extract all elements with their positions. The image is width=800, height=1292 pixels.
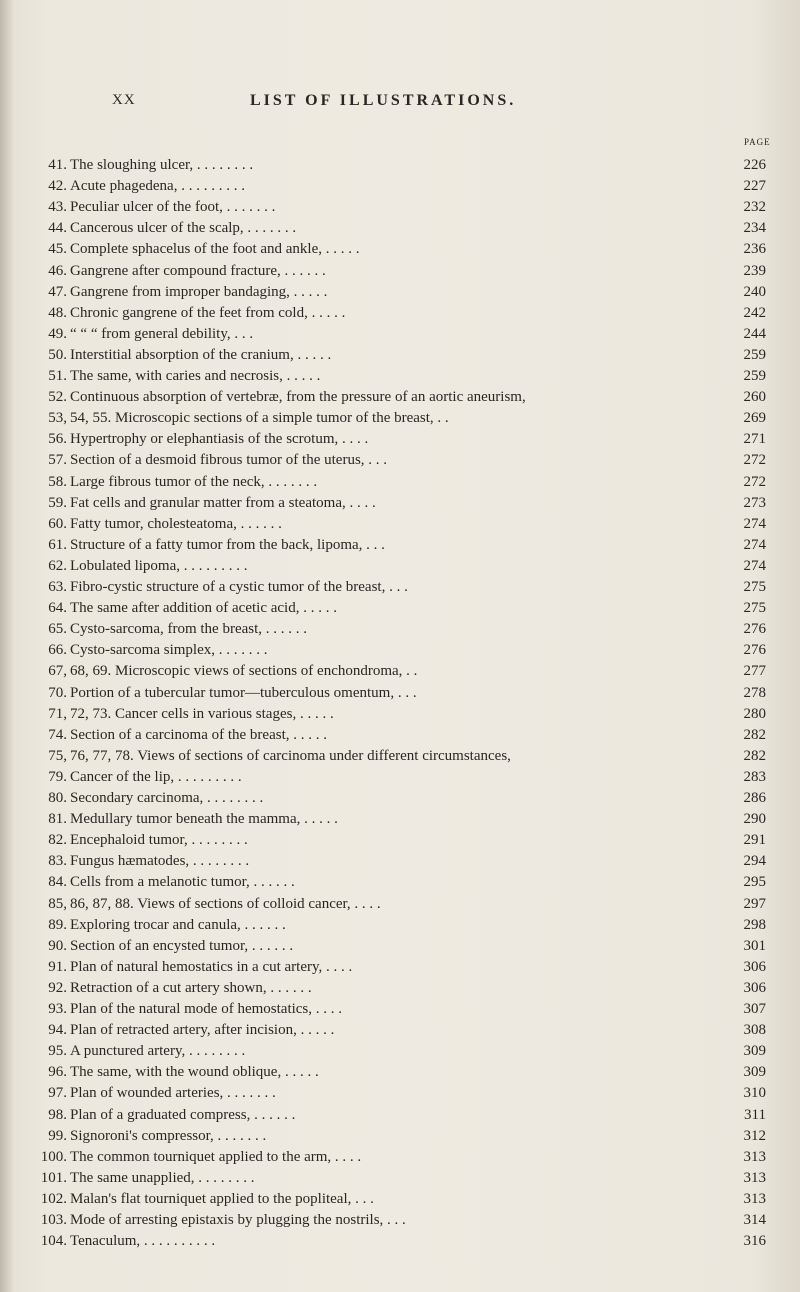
entry-number: 58.	[48, 473, 67, 490]
list-item	[0, 451, 800, 469]
entry-number: 45.	[48, 241, 67, 258]
list-item	[0, 430, 800, 448]
entry-caption: Tenaculum, . . . . . . . . . .	[70, 1233, 216, 1250]
entry-page-number: 271	[743, 431, 766, 448]
entry-number: 65.	[48, 621, 67, 638]
entry-caption: 76, 77, 78. Views of sections of carcinoma under different circumstances,	[70, 747, 511, 764]
list-item	[0, 1169, 800, 1187]
entry-caption: Acute phagedena, . . . . . . . . .	[70, 178, 245, 195]
entry-caption: Cells from a melanotic tumor, . . . . . .	[70, 874, 295, 891]
list-item	[0, 979, 800, 997]
entry-number: 92.	[48, 979, 67, 996]
entry-number: 94.	[48, 1022, 67, 1039]
entry-number: 82.	[48, 832, 67, 849]
list-item	[0, 705, 800, 723]
entry-caption: 72, 73. Cancer cells in various stages, . . . . .	[70, 705, 334, 722]
entry-page-number: 280	[743, 705, 766, 722]
entry-page-number: 275	[743, 600, 766, 617]
page-title: LIST OF ILLUSTRATIONS.	[250, 92, 517, 109]
entry-number: 53,	[48, 410, 67, 427]
list-item	[0, 515, 800, 533]
entry-number: 57.	[48, 452, 67, 469]
entry-page-number: 312	[743, 1127, 766, 1144]
entry-number: 79.	[48, 768, 67, 785]
list-item	[0, 156, 800, 174]
list-item	[0, 1211, 800, 1229]
list-item	[0, 1084, 800, 1102]
list-item	[0, 578, 800, 596]
entry-page-number: 234	[743, 220, 766, 237]
entry-caption: Plan of retracted artery, after incision, . . . . .	[70, 1022, 335, 1039]
entry-page-number: 227	[743, 178, 766, 195]
entry-caption: Medullary tumor beneath the mamma, . . . . .	[70, 811, 338, 828]
list-item	[0, 852, 800, 870]
entry-caption: The same, with caries and necrosis, . . . . .	[70, 368, 321, 384]
entry-caption: Exploring trocar and canula, . . . . . .	[70, 916, 286, 933]
entry-caption: Fatty tumor, cholesteatoma, . . . . . .	[70, 515, 282, 532]
entry-number: 74.	[48, 726, 67, 743]
entry-number: 63.	[48, 579, 67, 595]
entry-page-number: 274	[743, 557, 766, 574]
entry-page-number: 313	[743, 1190, 766, 1207]
entry-number: 51.	[48, 368, 67, 384]
entry-number: 42.	[48, 178, 67, 195]
list-item	[0, 367, 800, 385]
entry-page-number: 276	[743, 642, 766, 659]
entry-page-number: 239	[743, 262, 766, 279]
entry-number: 98.	[48, 1106, 67, 1123]
entry-page-number: 278	[743, 684, 766, 701]
entry-number: 101.	[40, 1169, 67, 1186]
entry-caption: Mode of arresting epistaxis by plugging the nostrils, . . .	[70, 1212, 406, 1228]
entry-page-number: 236	[743, 241, 766, 258]
entry-page-number: 277	[743, 663, 766, 680]
list-item	[0, 1000, 800, 1018]
list-item	[0, 747, 800, 765]
entry-caption: Continuous absorption of vertebræ, from the pressure of an aortic aneurism,	[70, 389, 526, 406]
entry-caption: The same after addition of acetic acid, . . . . .	[70, 600, 337, 617]
entry-page-number: 273	[743, 494, 766, 511]
list-item	[0, 726, 800, 744]
list-item	[0, 831, 800, 849]
list-item	[0, 1106, 800, 1124]
entry-caption: Plan of wounded arteries, . . . . . . .	[70, 1085, 276, 1102]
entry-caption: Cancer of the lip, . . . . . . . . .	[70, 768, 242, 785]
entry-number: 84.	[48, 874, 67, 891]
entry-page-number: 259	[743, 368, 766, 384]
entry-page-number: 291	[743, 832, 766, 849]
entry-caption: Signoroni's compressor, . . . . . . .	[70, 1127, 267, 1144]
entry-number: 75,	[48, 747, 67, 764]
entry-page-number: 306	[743, 979, 766, 996]
list-item	[0, 958, 800, 976]
entry-caption: A punctured artery, . . . . . . . .	[70, 1043, 246, 1060]
list-item	[0, 346, 800, 364]
entry-page-number: 274	[743, 515, 766, 532]
entry-caption: The same unapplied, . . . . . . . .	[70, 1169, 255, 1186]
entry-page-number: 306	[743, 958, 766, 975]
entry-page-number: 282	[743, 747, 766, 764]
entry-page-number: 274	[743, 536, 766, 553]
list-item	[0, 620, 800, 638]
list-item	[0, 1042, 800, 1060]
list-item	[0, 1190, 800, 1208]
entry-number: 91.	[48, 958, 67, 975]
entry-number: 47.	[48, 283, 67, 300]
list-item	[0, 409, 800, 427]
entry-number: 61.	[48, 536, 67, 553]
list-item	[0, 1063, 800, 1081]
entry-caption: The sloughing ulcer, . . . . . . . .	[70, 157, 254, 173]
entry-caption: Cysto-sarcoma simplex, . . . . . . .	[70, 642, 268, 659]
entry-page-number: 282	[743, 726, 766, 743]
entry-caption: Chronic gangrene of the feet from cold, . . . . .	[70, 304, 346, 321]
entry-number: 52.	[48, 389, 67, 406]
entry-caption: Peculiar ulcer of the foot, . . . . . . .	[70, 199, 276, 216]
list-item	[0, 304, 800, 322]
list-item	[0, 1021, 800, 1039]
entry-caption: 68, 69. Microscopic views of sections of enchondroma, . .	[70, 663, 418, 680]
entry-page-number: 242	[743, 304, 766, 321]
entry-caption: 86, 87, 88. Views of sections of colloid cancer, . . . .	[70, 895, 381, 912]
list-item	[0, 494, 800, 512]
entry-number: 95.	[48, 1043, 67, 1060]
entry-caption: 54, 55. Microscopic sections of a simple tumor of the breast, . .	[70, 410, 449, 427]
entry-page-number: 275	[743, 579, 766, 595]
entry-page-number: 301	[743, 937, 766, 954]
entry-caption: Section of a carcinoma of the breast, . . . . .	[70, 726, 327, 743]
entry-number: 89.	[48, 916, 67, 933]
entry-caption: The common tourniquet applied to the arm, . . . .	[70, 1148, 362, 1165]
entry-caption: Lobulated lipoma, . . . . . . . . .	[70, 557, 248, 574]
entry-caption: Interstitial absorption of the cranium, . . . . .	[70, 346, 332, 363]
entry-number: 90.	[48, 937, 67, 954]
entry-number: 59.	[48, 494, 67, 511]
entry-caption: Cancerous ulcer of the scalp, . . . . . . .	[70, 220, 297, 237]
entry-page-number: 314	[743, 1212, 766, 1228]
entry-number: 103.	[40, 1212, 67, 1228]
entry-number: 104.	[40, 1233, 67, 1250]
entry-number: 44.	[48, 220, 67, 237]
entry-caption: Complete sphacelus of the foot and ankle, . . . . .	[70, 241, 360, 258]
entry-caption: Large fibrous tumor of the neck, . . . . . . .	[70, 473, 318, 490]
list-item	[0, 219, 800, 237]
entry-page-number: 259	[743, 346, 766, 363]
list-item	[0, 536, 800, 554]
entry-page-number: 313	[743, 1148, 766, 1165]
entry-caption: Retraction of a cut artery shown, . . . . . .	[70, 979, 312, 996]
entry-number: 70.	[48, 684, 67, 701]
entry-number: 66.	[48, 642, 67, 659]
entry-caption: The same, with the wound oblique, . . . . .	[70, 1064, 319, 1081]
entry-page-number: 313	[743, 1169, 766, 1186]
entry-number: 46.	[48, 262, 67, 279]
list-item	[0, 283, 800, 301]
entry-caption: “ “ “ from general debility, . . .	[70, 325, 254, 342]
entry-number: 102.	[40, 1190, 67, 1207]
list-item	[0, 262, 800, 280]
list-item	[0, 473, 800, 491]
list-item	[0, 768, 800, 786]
entry-page-number: 226	[743, 157, 766, 173]
entry-caption: Hypertrophy or elephantiasis of the scrotum, . . . .	[70, 431, 369, 448]
list-item	[0, 240, 800, 258]
list-item	[0, 641, 800, 659]
entry-number: 50.	[48, 346, 67, 363]
list-item	[0, 937, 800, 955]
entry-number: 62.	[48, 557, 67, 574]
list-item	[0, 599, 800, 617]
entry-page-number: 310	[743, 1085, 766, 1102]
entry-page-number: 272	[743, 473, 766, 490]
entry-caption: Secondary carcinoma, . . . . . . . .	[70, 790, 264, 806]
page-column-label: PAGE	[744, 137, 771, 147]
page-folio: XX	[112, 92, 136, 108]
list-item	[0, 662, 800, 680]
list-item	[0, 557, 800, 575]
entry-page-number: 316	[743, 1233, 766, 1250]
entry-caption: Encephaloid tumor, . . . . . . . .	[70, 832, 248, 849]
entry-number: 93.	[48, 1001, 67, 1017]
entry-page-number: 232	[743, 199, 766, 216]
entry-number: 83.	[48, 853, 67, 870]
entry-page-number: 244	[743, 325, 766, 342]
entry-page-number: 307	[743, 1001, 766, 1017]
entry-number: 80.	[48, 790, 67, 806]
entry-page-number: 283	[743, 768, 766, 785]
entry-caption: Plan of a graduated compress, . . . . . .	[70, 1106, 296, 1123]
entry-caption: Structure of a fatty tumor from the back, lipoma, . . .	[70, 536, 385, 553]
entry-page-number: 276	[743, 621, 766, 638]
entry-number: 81.	[48, 811, 67, 828]
entry-page-number: 272	[743, 452, 766, 469]
running-header	[0, 92, 800, 114]
list-item	[0, 684, 800, 702]
list-item	[0, 1127, 800, 1145]
entry-number: 48.	[48, 304, 67, 321]
entry-number: 56.	[48, 431, 67, 448]
entry-caption: Gangrene after compound fracture, . . . . . .	[70, 262, 326, 279]
list-item	[0, 1148, 800, 1166]
entry-page-number: 260	[743, 389, 766, 406]
list-item	[0, 325, 800, 343]
entry-caption: Fat cells and granular matter from a steatoma, . . . .	[70, 494, 376, 511]
list-item	[0, 873, 800, 891]
entry-number: 96.	[48, 1064, 67, 1081]
list-item	[0, 388, 800, 406]
entry-page-number: 269	[743, 410, 766, 427]
entry-page-number: 294	[743, 853, 766, 870]
entry-number: 49.	[48, 325, 67, 342]
entry-number: 60.	[48, 515, 67, 532]
entry-number: 64.	[48, 600, 67, 617]
entry-number: 43.	[48, 199, 67, 216]
entry-page-number: 297	[743, 895, 766, 912]
list-item	[0, 789, 800, 807]
list-item	[0, 916, 800, 934]
entry-caption: Section of an encysted tumor, . . . . . .	[70, 937, 294, 954]
entry-caption: Fibro-cystic structure of a cystic tumor of the breast, . . .	[70, 579, 408, 595]
list-item	[0, 177, 800, 195]
list-item	[0, 1232, 800, 1250]
entry-caption: Section of a desmoid fibrous tumor of the uterus, . . .	[70, 452, 388, 469]
entry-page-number: 240	[743, 283, 766, 300]
entry-caption: Plan of natural hemostatics in a cut artery, . . . .	[70, 958, 353, 975]
entry-caption: Malan's flat tourniquet applied to the popliteal, . . .	[70, 1190, 374, 1207]
entry-number: 97.	[48, 1085, 67, 1102]
entry-number: 41.	[48, 157, 67, 173]
entry-page-number: 286	[743, 790, 766, 806]
entry-page-number: 295	[743, 874, 766, 891]
entry-caption: Portion of a tubercular tumor—tuberculous omentum, . . .	[70, 684, 417, 701]
entry-page-number: 298	[743, 916, 766, 933]
entry-caption: Fungus hæmatodes, . . . . . . . .	[70, 853, 250, 870]
list-item	[0, 198, 800, 216]
entry-caption: Cysto-sarcoma, from the breast, . . . . . .	[70, 621, 308, 638]
entry-number: 85,	[48, 895, 67, 912]
list-item	[0, 895, 800, 913]
entry-page-number: 309	[743, 1064, 766, 1081]
entry-page-number: 311	[744, 1106, 766, 1123]
entry-number: 71,	[48, 705, 67, 722]
entry-number: 99.	[48, 1127, 67, 1144]
entry-page-number: 308	[743, 1022, 766, 1039]
list-item	[0, 810, 800, 828]
entry-caption: Plan of the natural mode of hemostatics, . . . .	[70, 1001, 343, 1017]
entry-page-number: 290	[743, 811, 766, 828]
entry-page-number: 309	[743, 1043, 766, 1060]
entry-number: 67,	[48, 663, 67, 680]
entry-caption: Gangrene from improper bandaging, . . . . .	[70, 283, 328, 300]
entry-number: 100.	[40, 1148, 67, 1165]
